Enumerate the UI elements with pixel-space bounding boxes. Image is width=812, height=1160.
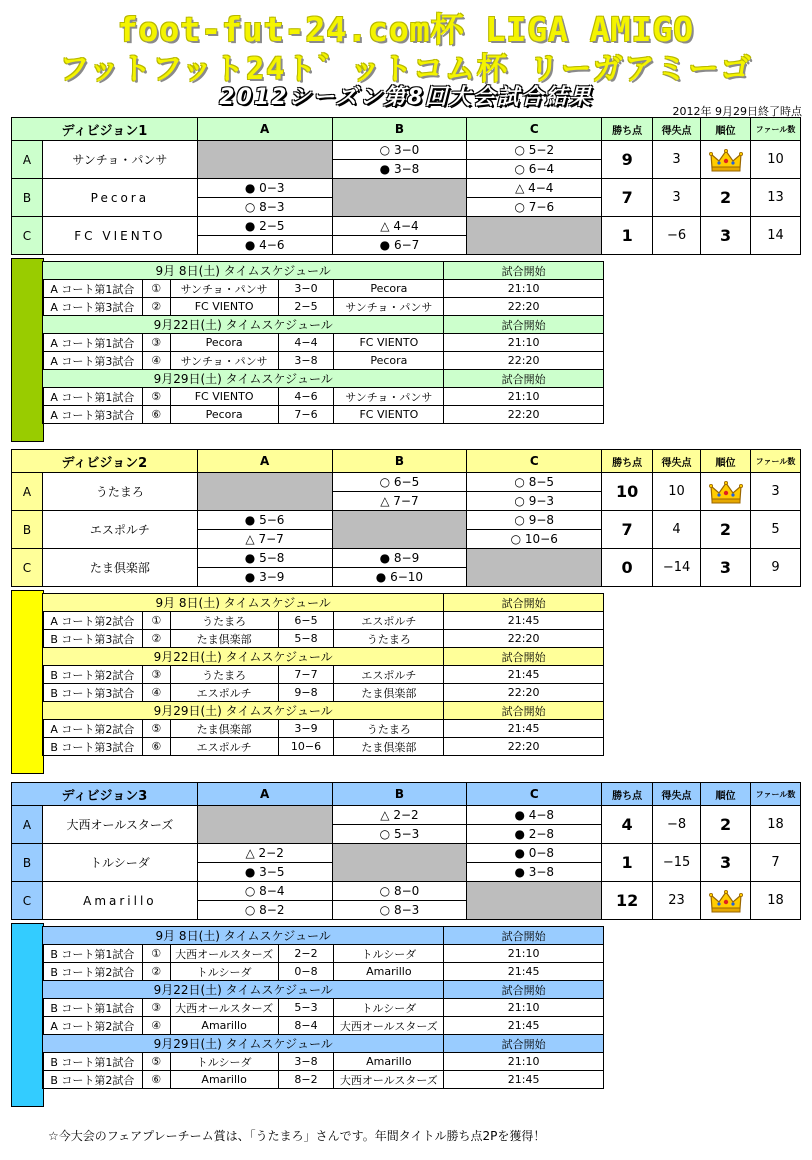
column-header-c: C bbox=[467, 450, 602, 473]
court: A コート第3試合 bbox=[43, 298, 143, 316]
division-sidebar bbox=[11, 923, 44, 1107]
self-match-cell bbox=[332, 844, 467, 882]
team-row bbox=[12, 217, 801, 236]
kickoff-time: 22:20 bbox=[444, 738, 604, 756]
self-match-cell bbox=[332, 179, 467, 217]
kickoff-time: 21:10 bbox=[444, 334, 604, 352]
match-number: ③ bbox=[142, 999, 170, 1017]
match-result: △ 2−2 bbox=[332, 806, 467, 825]
column-header-points: 勝ち点 bbox=[602, 450, 653, 473]
kickoff-time: 21:45 bbox=[444, 1071, 604, 1089]
score: 8−2 bbox=[278, 1071, 334, 1089]
match-result: ● 6−10 bbox=[332, 568, 467, 587]
self-match-cell bbox=[332, 511, 467, 549]
column-header-b: B bbox=[332, 450, 467, 473]
team-fouls: 18 bbox=[751, 882, 801, 920]
court: A コート第1試合 bbox=[43, 388, 143, 406]
kickoff-time: 22:20 bbox=[444, 298, 604, 316]
away-team: Amarillo bbox=[334, 1053, 444, 1071]
match-result: ● 5−8 bbox=[197, 549, 332, 568]
score: 4−4 bbox=[278, 334, 334, 352]
match-number: ⑤ bbox=[142, 720, 170, 738]
schedule-day-title: 9月22日(土) タイムスケジュール bbox=[43, 316, 444, 334]
match-number: ④ bbox=[142, 1017, 170, 1035]
team-goal-diff: −8 bbox=[653, 806, 701, 844]
division-sidebar bbox=[11, 258, 44, 442]
kickoff-time: 21:45 bbox=[444, 612, 604, 630]
away-team: Pecora bbox=[334, 352, 444, 370]
home-team: うたまろ bbox=[170, 612, 278, 630]
home-team: FC VIENTO bbox=[170, 388, 278, 406]
start-time-header: 試合開始 bbox=[444, 927, 604, 945]
kickoff-time: 21:45 bbox=[444, 1017, 604, 1035]
standings-table bbox=[11, 782, 801, 920]
court: A コート第1試合 bbox=[43, 334, 143, 352]
court: B コート第3試合 bbox=[43, 684, 143, 702]
team-goal-diff: 3 bbox=[653, 179, 701, 217]
start-time-header: 試合開始 bbox=[444, 594, 604, 612]
kickoff-time: 21:10 bbox=[444, 280, 604, 298]
self-match-cell bbox=[467, 549, 602, 587]
match-result: ○ 8−4 bbox=[197, 882, 332, 901]
match-result: ● 3−5 bbox=[197, 863, 332, 882]
score: 5−3 bbox=[278, 999, 334, 1017]
crown-icon bbox=[701, 141, 751, 179]
team-goal-diff: 10 bbox=[653, 473, 701, 511]
column-header-c: C bbox=[467, 783, 602, 806]
team-goal-diff: −14 bbox=[653, 549, 701, 587]
match-result: ○ 8−3 bbox=[332, 901, 467, 920]
team-rank: 2 bbox=[701, 179, 751, 217]
schedule-day-title: 9月29日(土) タイムスケジュール bbox=[43, 370, 444, 388]
schedule-table bbox=[42, 261, 604, 424]
match-result: ● 4−8 bbox=[467, 806, 602, 825]
match-number: ⑥ bbox=[142, 1071, 170, 1089]
match-result: ○ 7−6 bbox=[467, 198, 602, 217]
match-result: ○ 8−0 bbox=[332, 882, 467, 901]
match-number: ③ bbox=[142, 334, 170, 352]
team-points: 1 bbox=[602, 217, 653, 255]
court: A コート第2試合 bbox=[43, 1017, 143, 1035]
team-row bbox=[12, 179, 801, 198]
match-result: ○ 3−0 bbox=[332, 141, 467, 160]
home-team: サンチョ・パンサ bbox=[170, 352, 278, 370]
team-row bbox=[12, 806, 801, 825]
team-name: 大西オールスターズ bbox=[42, 806, 197, 844]
crown-icon bbox=[701, 882, 751, 920]
schedule-table bbox=[42, 926, 604, 1089]
home-team: Amarillo bbox=[170, 1071, 278, 1089]
schedule-day-title: 9月29日(土) タイムスケジュール bbox=[43, 1035, 444, 1053]
start-time-header: 試合開始 bbox=[444, 370, 604, 388]
team-key: B bbox=[12, 511, 43, 549]
self-match-cell bbox=[467, 217, 602, 255]
court: B コート第3試合 bbox=[43, 630, 143, 648]
team-fouls: 10 bbox=[751, 141, 801, 179]
court: A コート第3試合 bbox=[43, 406, 143, 424]
column-header-fouls: ファール数 bbox=[750, 450, 800, 473]
column-header-fouls: ファール数 bbox=[751, 783, 801, 806]
home-team: トルシーダ bbox=[170, 1053, 278, 1071]
away-team: エスポルチ bbox=[334, 666, 444, 684]
column-header-points: 勝ち点 bbox=[602, 118, 653, 141]
column-header-c: C bbox=[467, 118, 602, 141]
kickoff-time: 22:20 bbox=[444, 630, 604, 648]
team-fouls: 18 bbox=[751, 806, 801, 844]
schedule-row bbox=[43, 945, 604, 963]
match-result: ● 6−7 bbox=[332, 236, 467, 255]
away-team: Amarillo bbox=[334, 963, 444, 981]
home-team: エスポルチ bbox=[170, 684, 278, 702]
start-time-header: 試合開始 bbox=[444, 316, 604, 334]
match-result: △ 2−2 bbox=[197, 844, 332, 863]
title-english: foot-fut-24.com杯 LIGA AMIGO bbox=[117, 10, 695, 49]
team-rank: 2 bbox=[701, 806, 751, 844]
match-number: ② bbox=[142, 298, 170, 316]
match-result: ● 2−8 bbox=[467, 825, 602, 844]
home-team: FC VIENTO bbox=[170, 298, 278, 316]
schedule-day-title: 9月29日(土) タイムスケジュール bbox=[43, 702, 444, 720]
team-name: うたまろ bbox=[42, 473, 197, 511]
away-team: トルシーダ bbox=[334, 999, 444, 1017]
schedule-day-title: 9月22日(土) タイムスケジュール bbox=[43, 648, 444, 666]
team-name: サンチョ・パンサ bbox=[42, 141, 197, 179]
schedule-day-title: 9月 8日(土) タイムスケジュール bbox=[43, 594, 444, 612]
team-points: 7 bbox=[602, 511, 653, 549]
kickoff-time: 22:20 bbox=[444, 352, 604, 370]
court: B コート第1試合 bbox=[43, 999, 143, 1017]
team-points: 7 bbox=[602, 179, 653, 217]
match-result: ● 5−6 bbox=[197, 511, 332, 530]
title-japanese: フットフット24ト゛ットコム杯 リーガアミーゴ bbox=[59, 52, 753, 87]
self-match-cell bbox=[197, 806, 332, 844]
crown-icon bbox=[701, 473, 751, 511]
home-team: トルシーダ bbox=[170, 963, 278, 981]
schedule-row bbox=[43, 1071, 604, 1089]
kickoff-time: 22:20 bbox=[444, 684, 604, 702]
division-name: ディビジョン1 bbox=[12, 118, 198, 141]
schedule-row bbox=[43, 963, 604, 981]
home-team: たま倶楽部 bbox=[170, 720, 278, 738]
court: A コート第3試合 bbox=[43, 352, 143, 370]
schedule-row bbox=[43, 738, 604, 756]
match-number: ③ bbox=[142, 666, 170, 684]
team-key: C bbox=[12, 549, 43, 587]
match-number: ② bbox=[142, 630, 170, 648]
match-result: ● 0−3 bbox=[197, 179, 332, 198]
away-team: エスポルチ bbox=[334, 612, 444, 630]
team-fouls: 9 bbox=[750, 549, 800, 587]
match-result: △ 4−4 bbox=[332, 217, 467, 236]
team-row bbox=[12, 882, 801, 901]
match-result: ○ 10−6 bbox=[467, 530, 602, 549]
match-result: ● 4−6 bbox=[197, 236, 332, 255]
match-result: △ 7−7 bbox=[332, 492, 467, 511]
court: B コート第2試合 bbox=[43, 963, 143, 981]
score: 10−6 bbox=[278, 738, 334, 756]
home-team: うたまろ bbox=[170, 666, 278, 684]
column-header-a: A bbox=[197, 118, 332, 141]
schedule-day-title: 9月 8日(土) タイムスケジュール bbox=[43, 262, 444, 280]
kickoff-time: 21:45 bbox=[444, 963, 604, 981]
match-number: ④ bbox=[142, 352, 170, 370]
team-key: A bbox=[12, 473, 43, 511]
column-header-points: 勝ち点 bbox=[602, 783, 653, 806]
away-team: 大西オールスターズ bbox=[334, 1071, 444, 1089]
team-points: 9 bbox=[602, 141, 653, 179]
team-goal-diff: −15 bbox=[653, 844, 701, 882]
away-team: うたまろ bbox=[334, 630, 444, 648]
match-result: ○ 9−8 bbox=[467, 511, 602, 530]
court: B コート第1試合 bbox=[43, 945, 143, 963]
team-name: トルシーダ bbox=[42, 844, 197, 882]
column-header-b: B bbox=[332, 783, 467, 806]
court: B コート第2試合 bbox=[43, 666, 143, 684]
home-team: 大西オールスターズ bbox=[170, 999, 278, 1017]
team-key: C bbox=[12, 882, 43, 920]
match-result: ● 3−8 bbox=[332, 160, 467, 179]
match-number: ① bbox=[142, 280, 170, 298]
team-row bbox=[12, 844, 801, 863]
self-match-cell bbox=[197, 473, 332, 511]
team-key: A bbox=[12, 806, 43, 844]
away-team: サンチョ・パンサ bbox=[334, 388, 444, 406]
division-name: ディビジョン2 bbox=[12, 450, 198, 473]
away-team: うたまろ bbox=[334, 720, 444, 738]
score: 4−6 bbox=[278, 388, 334, 406]
team-points: 12 bbox=[602, 882, 653, 920]
schedule-day-title: 9月22日(土) タイムスケジュール bbox=[43, 981, 444, 999]
score: 9−8 bbox=[278, 684, 334, 702]
schedule-row bbox=[43, 352, 604, 370]
score: 8−4 bbox=[278, 1017, 334, 1035]
match-number: ⑥ bbox=[142, 738, 170, 756]
schedule-row bbox=[43, 280, 604, 298]
score: 3−8 bbox=[278, 352, 334, 370]
kickoff-time: 21:45 bbox=[444, 666, 604, 684]
team-row bbox=[12, 511, 801, 530]
start-time-header: 試合開始 bbox=[444, 1035, 604, 1053]
away-team: サンチョ・パンサ bbox=[334, 298, 444, 316]
score: 7−6 bbox=[278, 406, 334, 424]
column-header-a: A bbox=[197, 450, 332, 473]
team-row bbox=[12, 141, 801, 160]
schedule-row bbox=[43, 666, 604, 684]
match-result: ● 0−8 bbox=[467, 844, 602, 863]
match-number: ⑤ bbox=[142, 388, 170, 406]
score: 2−5 bbox=[278, 298, 334, 316]
schedule-day-title: 9月 8日(土) タイムスケジュール bbox=[43, 927, 444, 945]
schedule-row bbox=[43, 1017, 604, 1035]
subtitle: 2012シーズン第8回大会試合結果 bbox=[219, 85, 593, 110]
schedule-row bbox=[43, 612, 604, 630]
kickoff-time: 21:10 bbox=[444, 945, 604, 963]
match-number: ④ bbox=[142, 684, 170, 702]
match-result: ○ 5−2 bbox=[467, 141, 602, 160]
start-time-header: 試合開始 bbox=[444, 648, 604, 666]
team-points: 1 bbox=[602, 844, 653, 882]
team-fouls: 7 bbox=[751, 844, 801, 882]
schedule-row bbox=[43, 334, 604, 352]
away-team: たま倶楽部 bbox=[334, 738, 444, 756]
kickoff-time: 21:10 bbox=[444, 1053, 604, 1071]
column-header-fouls: ファール数 bbox=[751, 118, 801, 141]
column-header-rank: 順位 bbox=[701, 118, 751, 141]
team-goal-diff: 4 bbox=[653, 511, 701, 549]
team-rank: 3 bbox=[701, 217, 751, 255]
self-match-cell bbox=[197, 141, 332, 179]
team-name: FC VIENTO bbox=[42, 217, 197, 255]
team-fouls: 13 bbox=[751, 179, 801, 217]
kickoff-time: 22:20 bbox=[444, 406, 604, 424]
footer-note: ☆今大会のフェアプレーチーム賞は、「うたまろ」さんです。年間タイトル勝ち点2Pを獲得！ bbox=[48, 1129, 546, 1143]
standings-table bbox=[11, 117, 801, 255]
schedule-row bbox=[43, 406, 604, 424]
column-header-goal-diff: 得失点 bbox=[653, 450, 701, 473]
match-result: ● 3−9 bbox=[197, 568, 332, 587]
column-header-goal-diff: 得失点 bbox=[653, 783, 701, 806]
team-goal-diff: −6 bbox=[653, 217, 701, 255]
match-number: ① bbox=[142, 945, 170, 963]
column-header-b: B bbox=[332, 118, 467, 141]
home-team: エスポルチ bbox=[170, 738, 278, 756]
team-name: たま倶楽部 bbox=[42, 549, 197, 587]
away-team: 大西オールスターズ bbox=[334, 1017, 444, 1035]
schedule-row bbox=[43, 684, 604, 702]
home-team: サンチョ・パンサ bbox=[170, 280, 278, 298]
schedule-row bbox=[43, 298, 604, 316]
team-points: 4 bbox=[602, 806, 653, 844]
home-team: Pecora bbox=[170, 406, 278, 424]
score: 3−0 bbox=[278, 280, 334, 298]
start-time-header: 試合開始 bbox=[444, 702, 604, 720]
team-key: C bbox=[12, 217, 43, 255]
schedule-row bbox=[43, 1053, 604, 1071]
column-header-rank: 順位 bbox=[701, 783, 751, 806]
score: 3−9 bbox=[278, 720, 334, 738]
score: 0−8 bbox=[278, 963, 334, 981]
kickoff-time: 21:10 bbox=[444, 388, 604, 406]
team-rank: 2 bbox=[701, 511, 751, 549]
score: 6−5 bbox=[278, 612, 334, 630]
team-row bbox=[12, 473, 801, 492]
away-team: Pecora bbox=[334, 280, 444, 298]
team-fouls: 3 bbox=[750, 473, 800, 511]
schedule-table bbox=[42, 593, 604, 756]
match-result: ○ 5−3 bbox=[332, 825, 467, 844]
match-result: △ 7−7 bbox=[197, 530, 332, 549]
match-result: ○ 6−5 bbox=[332, 473, 467, 492]
court: A コート第1試合 bbox=[43, 280, 143, 298]
home-team: 大西オールスターズ bbox=[170, 945, 278, 963]
team-name: Amarillo bbox=[42, 882, 197, 920]
start-time-header: 試合開始 bbox=[444, 981, 604, 999]
court: A コート第2試合 bbox=[43, 720, 143, 738]
match-number: ⑤ bbox=[142, 1053, 170, 1071]
team-fouls: 14 bbox=[751, 217, 801, 255]
match-number: ⑥ bbox=[142, 406, 170, 424]
team-fouls: 5 bbox=[750, 511, 800, 549]
team-name: エスポルチ bbox=[42, 511, 197, 549]
team-goal-diff: 23 bbox=[653, 882, 701, 920]
team-key: B bbox=[12, 844, 43, 882]
home-team: たま倶楽部 bbox=[170, 630, 278, 648]
team-rank: 3 bbox=[701, 844, 751, 882]
court: B コート第3試合 bbox=[43, 738, 143, 756]
team-points: 0 bbox=[602, 549, 653, 587]
team-key: B bbox=[12, 179, 43, 217]
division-sidebar bbox=[11, 590, 44, 774]
schedule-row bbox=[43, 630, 604, 648]
match-result: ○ 9−3 bbox=[467, 492, 602, 511]
match-result: ● 8−9 bbox=[332, 549, 467, 568]
schedule-row bbox=[43, 720, 604, 738]
team-row bbox=[12, 549, 801, 568]
start-time-header: 試合開始 bbox=[444, 262, 604, 280]
kickoff-time: 21:45 bbox=[444, 720, 604, 738]
kickoff-time: 21:10 bbox=[444, 999, 604, 1017]
match-result: ● 3−8 bbox=[467, 863, 602, 882]
match-result: ○ 8−3 bbox=[197, 198, 332, 217]
score: 2−2 bbox=[278, 945, 334, 963]
timestamp: 2012年 9月29日終了時点 bbox=[672, 105, 802, 118]
match-number: ① bbox=[142, 612, 170, 630]
standings-table bbox=[11, 449, 801, 587]
home-team: Amarillo bbox=[170, 1017, 278, 1035]
match-result: ○ 6−4 bbox=[467, 160, 602, 179]
score: 5−8 bbox=[278, 630, 334, 648]
column-header-rank: 順位 bbox=[701, 450, 751, 473]
match-result: ○ 8−5 bbox=[467, 473, 602, 492]
match-number: ② bbox=[142, 963, 170, 981]
score: 3−8 bbox=[278, 1053, 334, 1071]
away-team: たま倶楽部 bbox=[334, 684, 444, 702]
team-name: Pecora bbox=[42, 179, 197, 217]
score: 7−7 bbox=[278, 666, 334, 684]
team-key: A bbox=[12, 141, 43, 179]
home-team: Pecora bbox=[170, 334, 278, 352]
column-header-goal-diff: 得失点 bbox=[653, 118, 701, 141]
court: A コート第2試合 bbox=[43, 612, 143, 630]
match-result: ● 2−5 bbox=[197, 217, 332, 236]
court: B コート第1試合 bbox=[43, 1053, 143, 1071]
schedule-row bbox=[43, 388, 604, 406]
match-result: △ 4−4 bbox=[467, 179, 602, 198]
away-team: FC VIENTO bbox=[334, 334, 444, 352]
self-match-cell bbox=[467, 882, 602, 920]
court: B コート第2試合 bbox=[43, 1071, 143, 1089]
away-team: トルシーダ bbox=[334, 945, 444, 963]
away-team: FC VIENTO bbox=[334, 406, 444, 424]
division-name: ディビジョン3 bbox=[12, 783, 198, 806]
column-header-a: A bbox=[197, 783, 332, 806]
schedule-row bbox=[43, 999, 604, 1017]
team-goal-diff: 3 bbox=[653, 141, 701, 179]
team-points: 10 bbox=[602, 473, 653, 511]
team-rank: 3 bbox=[701, 549, 751, 587]
match-result: ○ 8−2 bbox=[197, 901, 332, 920]
